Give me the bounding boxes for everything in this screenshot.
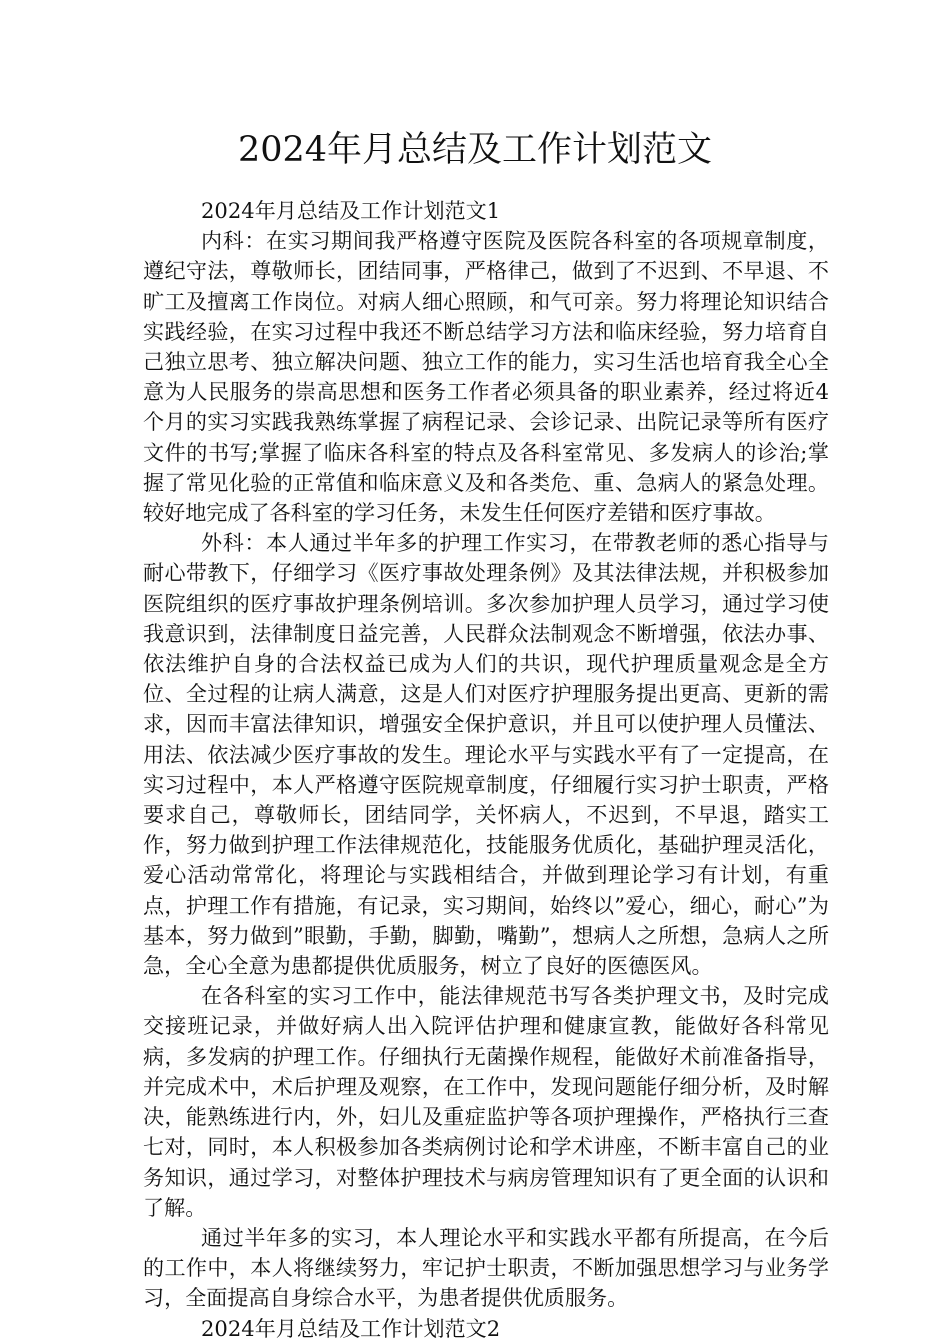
- paragraph-conclusion: 通过半年多的实习，本人理论水平和实践水平都有所提高，在今后的工作中，本人将继续努力，牢记护士职责，不断加强思想学习与业务学习，全面提高自身综合水平，为患者提供优质服务。: [143, 1224, 829, 1311]
- document-body: [143, 196, 829, 1344]
- section-heading-2: 2024年月总结及工作计划范文2: [201, 1315, 501, 1341]
- paragraph-surgery: 外科：本人通过半年多的护理工作实习，在带教老师的悉心指导与耐心带教下，仔细学习《医疗事故处理条例》及其法律法规，并积极参加医院组织的医疗事故护理条例培训。多次参加护理人员学习，通过学习使我意识到，法律制度日益完善，人民群众法制观念不断增强，依法办事、依法维护自身的合法权益已成为人们的共识，现代护理质量观念是全方位、全过程的让病人满意，这是人们对医疗护理服务提出更高、更新的需求，因而丰富法律知识，增强安全保护意识，并且可以使护理人员懂法、用法、依法减少医疗事故的发生。理论水平与实践水平有了一定提高，在实习过程中，本人严格遵守医院规章制度，仔细履行实习护士职责，严格要求自己，尊敬师长，团结同学，关怀病人，不迟到，不早退，踏实工作，努力做到护理工作法律规范化，技能服务优质化，基础护理灵活化，爱心活动常常化，将理论与实践相结合，并做到理论学习有计划，有重点，护理工作有措施，有记录，实习期间，始终以”爱心，细心，耐心”为基本，努力做到”眼勤，手勤，脚勤，嘴勤”，想病人之所想，急病人之所急，全心全意为患都提供优质服务，树立了良好的医德医风。: [143, 530, 829, 979]
- paragraph-internal-medicine: 内科：在实习期间我严格遵守医院及医院各科室的各项规章制度，遵纪守法，尊敬师长，团结同事，严格律己，做到了不迟到、不早退、不旷工及擅离工作岗位。对病人细心照顾，和气可亲。努力将理论知识结合实践经验，在实习过程中我还不断总结学习方法和临床经验，努力培育自己独立思考、独立解决问题、独立工作的能力，实习生活也培育我全心全意为人民服务的崇高思想和医务工作者必须具备的职业素养，经过将近4个月的实习实践我熟练掌握了病程记录、会诊记录、出院记录等所有医疗文件的书写;掌握了临床各科室的特点及各科室常见、多发病人的诊治;掌握了常见化验的正常值和临床意义及和各类危、重、急病人的紧急处理。较好地完成了各科室的学习任务，未发生任何医疗差错和医疗事故。: [143, 228, 829, 526]
- paragraph-department-work: 在各科室的实习工作中，能法律规范书写各类护理文书，及时完成交接班记录，并做好病人出入院评估护理和健康宣教，能做好各科常见病，多发病的护理工作。仔细执行无菌操作规程，能做好术前准备指导，并完成术中，术后护理及观察，在工作中，发现问题能仔细分析，及时解决，能熟练进行内，外，妇儿及重症监护等各项护理操作，严格执行三查七对，同时，本人积极参加各类病例讨论和学术讲座，不断丰富自己的业务知识，通过学习，对整体护理技术与病房管理知识有了更全面的认识和了解。: [143, 983, 829, 1220]
- document-title: 2024年月总结及工作计划范文: [237, 130, 713, 170]
- section-heading-1: 2024年月总结及工作计划范文1: [201, 198, 501, 223]
